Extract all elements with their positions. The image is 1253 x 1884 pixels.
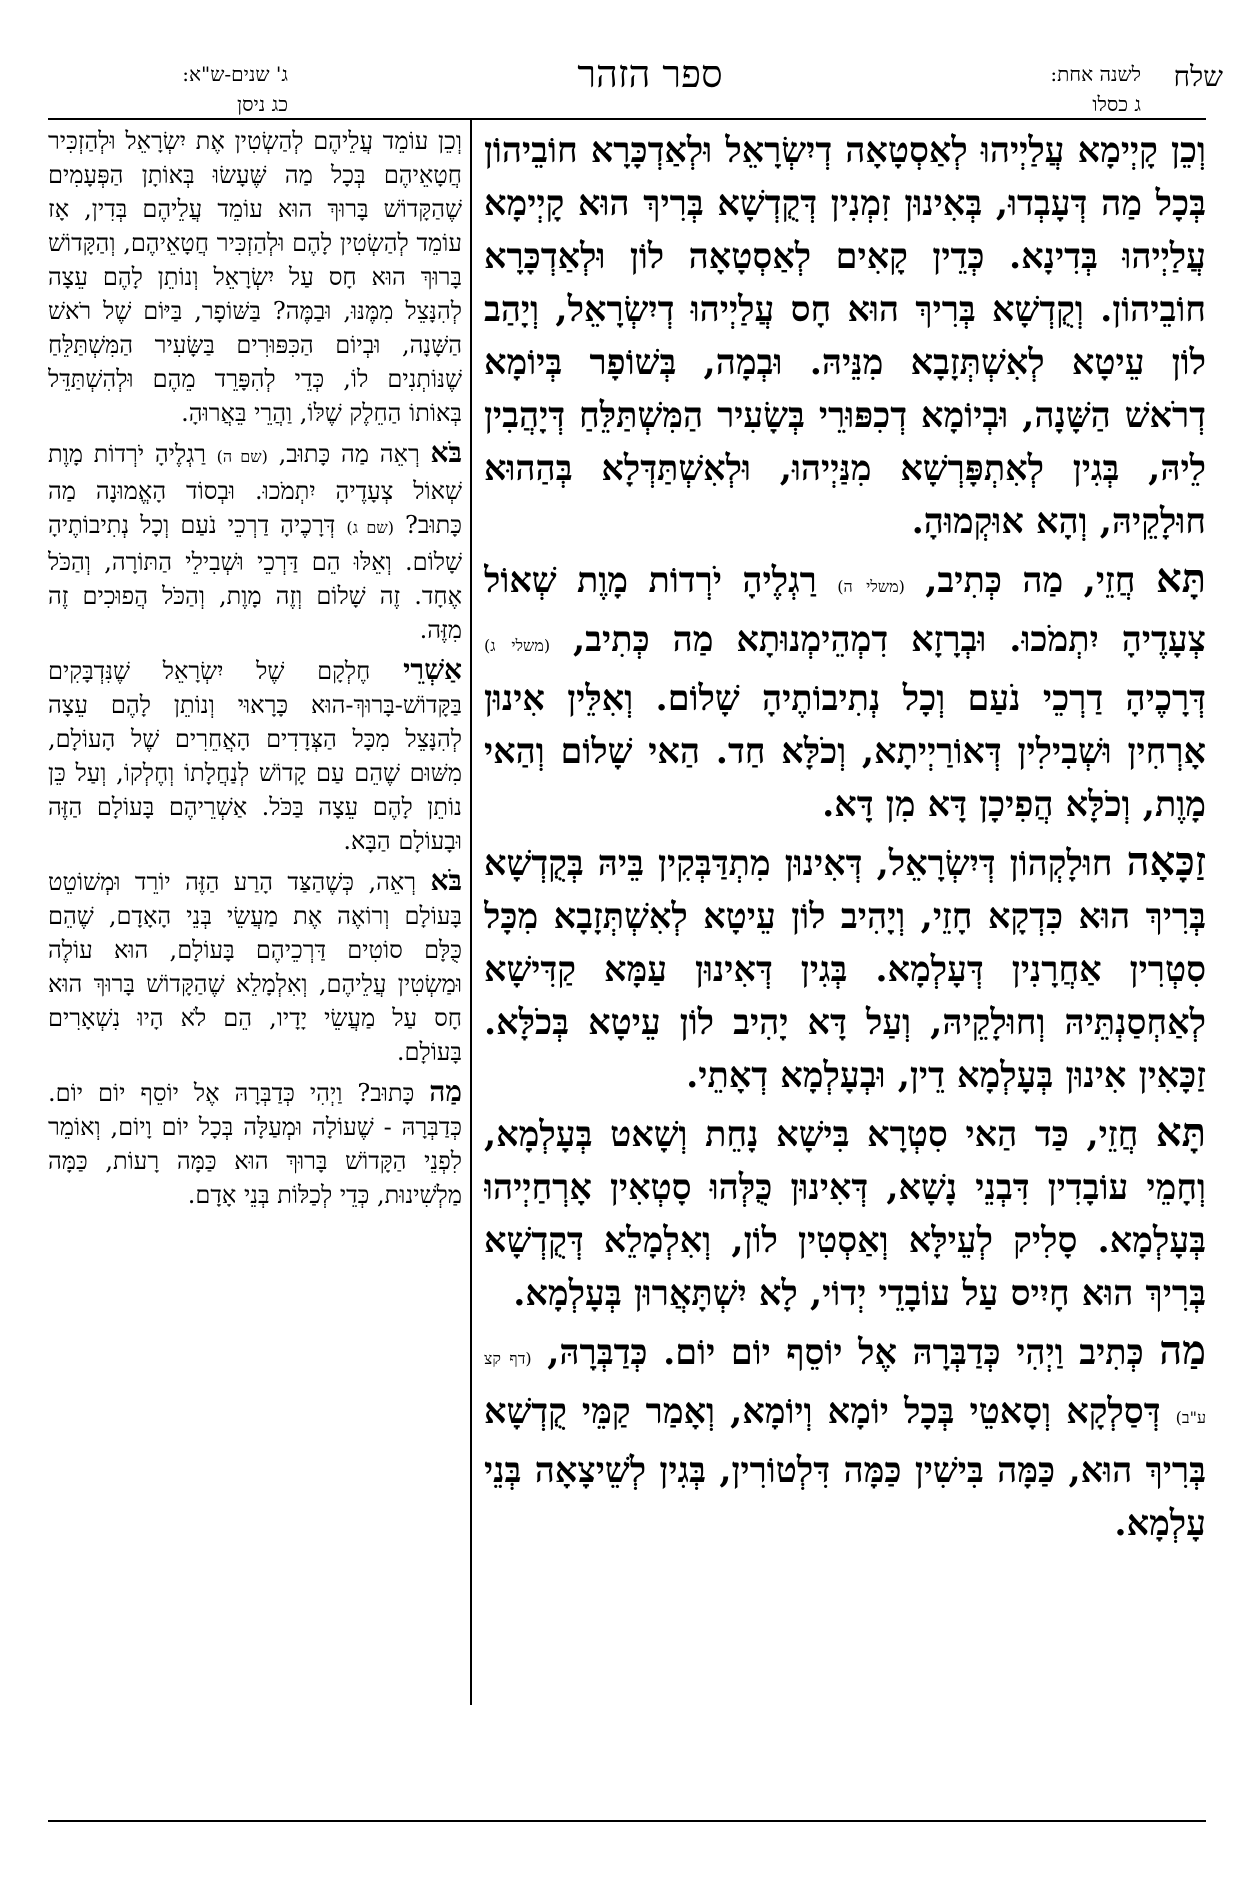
lead-word: אַשְׁרֵי <box>403 653 462 686</box>
paragraph-text: דְּסַלְקָא וְסָאטֵי בְּכָל יוֹמָא וְיוֹמָא, וְאָמַר קַמֵּי קֻדְשָׁא בְּרִיךְ הוּא, כַּמָּה בִּישִׁין כַּמָּה דִּלְטוֹרִין, בְּגִין לְשֵׁיצָאָה בְּנֵי עָלְמָא. <box>484 1391 1206 1544</box>
paragraph-text: דְּרָכֶיהָ דַרְכֵי נֹעַם וְכָל נְתִיבוֹתֶיהָ שָׁלוֹם. וְאִלֵּין אִינוּן אָרְחִין וּשְׁבִילִין דְּאוֹרַיְיתָא, וְכֹלָּא חַד. הַאי שָׁלוֹם וְהַאי מָוֶת, וְכֹלָּא הֲפִיכָן דָּא מִן דָּא. <box>484 678 1206 825</box>
hebrew-paragraph <box>48 864 462 1069</box>
verse-reference: (משלי ה) <box>837 577 905 596</box>
hebrew-paragraph <box>48 436 462 647</box>
paragraph-text: כָּתוּב? וַיְהִי כְּדַבְּרָהּ אֶל יוֹסֵף יוֹם יוֹם. כְּדַבְּרָהּ - שֶׁעוֹלָה וּמְעַלָּה בְּכָל יוֹם וָיוֹם, וְאוֹמֵר לִפְנֵי הַקָּדוֹשׁ בָּרוּךְ הוּא כַּמָּה רָעוֹת, כַּמָּה מַלְשִׁינוּת, כְּדֵי לְכַלּוֹת בְּנֵי אָדָם. <box>48 1079 462 1209</box>
hebrew-paragraph <box>48 653 462 858</box>
column-divider <box>470 120 472 1705</box>
paragraph-text: חֶלְקָם שֶׁל יִשְׂרָאֵל שֶׁנִּדְבָּקִים בַּקָּדוֹשׁ-בָּרוּךְ-הוּא כָּרָאוּי וְנוֹתֵן לָהֶם עֵצָה לְהִנָּצֵל מִכָּל הַצְּדָדִים הָאֲחֵרִים שֶׁל הָעוֹלָם, מִשּׁוּם שֶׁהֵם עַם קָדוֹשׁ לְנַחֲלָתוֹ וְחֶלְקוֹ, וְעַל כֵּן נוֹתֵן לָהֶם עֵצָה בַּכֹּל. אַשְׁרֵיהֶם בָּעוֹלָם הַזֶּה וּבָעוֹלָם הַבָּא. <box>48 657 462 855</box>
daf-reference: (דף קצ ע"ב) <box>484 1349 1206 1427</box>
lead-word: מַה <box>1159 1327 1206 1374</box>
paragraph-text: רַגְלֶיהָ יֹרְדוֹת מָוֶת שְׁאוֹל צְעָדֶיהָ יִתְמֹכוּ. וּבְסוֹד הָאֱמוּנָה מַה כָּתוּב? <box>48 440 462 539</box>
aramaic-paragraph <box>484 1106 1206 1320</box>
aramaic-paragraph <box>484 552 1206 831</box>
aramaic-paragraph <box>484 1324 1206 1550</box>
lead-word: בֹּא <box>430 436 462 469</box>
year-label: לשנה אחת: <box>1050 62 1141 86</box>
paragraph-text: כְּתִיב וַיְהִי כְּדַבְּרָהּ אֶל יוֹסֵף יוֹם יוֹם. כְּדַבְּרָהּ, <box>547 1332 1144 1373</box>
lead-word: תָּא <box>1155 1109 1206 1156</box>
aramaic-paragraph <box>484 124 1206 548</box>
verse-reference: (משלי ג) <box>484 636 551 655</box>
paragraph-text: דְּרָכֶיהָ דַרְכֵי נֹעַם וְכָל נְתִיבוֹתֶיהָ שָׁלוֹם. וְאֵלּוּ הֵם דַּרְכֵי וּשְׁבִילֵי הַתּוֹרָה, וְהַכֹּל אֶחָד. זֶה שָׁלוֹם וְזֶה מָוֶת, וְהַכֹּל הֲפוּכִים זֶה מִזֶּה. <box>48 511 462 644</box>
paragraph-text: רַגְלֶיהָ יֹרְדוֹת מָוֶת שְׁאוֹל צְעָדֶיהָ יִתְמֹכוּ. וּבְרָזָא דִמְהֵימְנוּתָא מַה כְּתִיב, <box>484 560 1206 660</box>
book-title: ספר הזהר <box>577 52 723 96</box>
year-date: ג כסלו <box>1092 92 1141 116</box>
hebrew-column <box>48 124 462 1704</box>
paragraph-text: חוּלָקְהוֹן דְּיִשְׂרָאֵל, דְּאִינוּן מִתְדַּבְּקִין בֵּיהּ בְּקֻדְשָׁא בְּרִיךְ הוּא כִּדְקָא חָזֵי, וְיָהִיב לוֹן עֵיטָא לְאִשְׁתְּזָבָא מִכָּל סִטְרִין אַחֲרָנִין דְּעָלְמָא. בְּגִין דְּאִינוּן עַמָּא קַדִּישָׁא לְאַחְסַנְתֵּיהּ וְחוּלָקֵיהּ, וְעַל דָּא יָהִיב לוֹן עֵיטָא בְּכֹלָּא. זַכָּאִין אִינוּן בְּעָלְמָא דֵין, וּבְעָלְמָא דְאָתֵי. <box>484 843 1206 1096</box>
paragraph-text: וְכֵן עוֹמֵד עֲלֵיהֶם לְהַשְׂטִין אֶת יִשְׂרָאֵל וּלְהַזְכִּיר חֲטָאֵיהֶם בְּכָל מַה שֶּׁעָשׂוּ בְּאוֹתָן הַפְּעָמִים שֶׁהַקָּדוֹשׁ בָּרוּךְ הוּא עוֹמֵד עֲלֵיהֶם בְּדִין, אָז עוֹמֵד לְהַשְׂטִין לָהֶם וּלְהַזְכִּיר חֲטָאֵיהֶם, וְהַקָּדוֹשׁ בָּרוּךְ הוּא חָס עַל יִשְׂרָאֵל וְנוֹתֵן לָהֶם עֵצָה לְהִנָּצֵל מִמֶּנּוּ, וּבַמֶּה? בַּשּׁוֹפָר, בַּיּוֹם שֶׁל רֹאשׁ הַשָּׁנָה, וּבְיוֹם הַכִּפּוּרִים בַּשָּׂעִיר הַמִּשְׁתַּלֵּחַ שֶׁנּוֹתְנִים לוֹ, כְּדֵי לְהִפָּרֵד מֵהֶם וּלְהִשְׁתַּדֵּל בְּאוֹתוֹ הַחֵלֶק שֶׁלּוֹ, וַהֲרֵי בֵּאֲרוּהָ. <box>48 127 462 427</box>
aramaic-column <box>484 124 1206 1704</box>
verse-reference: (שם ה) <box>216 447 268 466</box>
hebrew-paragraph <box>48 124 462 430</box>
paragraph-text: רְאֵה, כְּשֶׁהַצַּד הָרַע הַזֶּה יוֹרֵד וּמְשׁוֹטֵט בָּעוֹלָם וְרוֹאֶה אֶת מַעֲשֵׂי בְּנֵי הָאָדָם, שֶׁהֵם כֻּלָּם סוֹטִים דַּרְכֵיהֶם בָּעוֹלָם, הוּא עוֹלֶה וּמַשְׂטִין עֲלֵיהֶם, וְאִלְמָלֵא שֶׁהַקָּדוֹשׁ בָּרוּךְ הוּא חָס עַל מַעֲשֵׂי יָדָיו, הֵם לֹא הָיוּ נִשְׁאָרִים בָּעוֹלָם. <box>48 868 462 1066</box>
paragraph-text: וְכֵן קָיְימָא עֲלַיְיהוּ לְאַסְטָאָה דְיִשְׂרָאֵל וּלְאַדְכָּרָא חוֹבֵיהוֹן בְּכָל מַה דְּעָבְדוּ, בְּאִינוּן זִמְנִין דְּקֻדְשָׁא בְּרִיךְ הוּא קָיְימָא עֲלַיְיהוּ בְּדִינָא. כְּדֵין קָאִים לְאַסְטָאָה לוֹן וּלְאַדְכָּרָא חוֹבֵיהוֹן. וְקֻדְשָׁא בְּרִיךְ הוּא חָס עֲלַיְיהוּ דְיִשְׂרָאֵל, וְיָהַב לוֹן עֵיטָא לְאִשְׁתְּזָבָא מִנֵּיהּ. וּבְמָה, בְּשׁוֹפָר בְּיוֹמָא דְרֹאשׁ הַשָּׁנָה, וּבְיוֹמָא דְכִפּוּרֵי בְּשָׂעִיר הַמִּשְׁתַּלֵּחַ דְּיָהֲבִין לֵיהּ, בְּגִין לְאִתְפָּרְשָׁא מִנַּיְיהוּ, וּלְאִשְׁתַּדְּלָא בְּהַהוּא חוּלָקֵיהּ, וְהָא אוּקְמוּהָ. <box>484 130 1206 542</box>
lead-word: בֹּא <box>430 864 462 897</box>
verse-reference: (שם ג) <box>346 518 394 537</box>
lead-word: מַה <box>429 1075 462 1108</box>
cycle-date: כג ניסן <box>237 92 288 116</box>
paragraph-text: רְאֵה מַה כָּתוּב, <box>278 440 420 468</box>
hebrew-paragraph <box>48 1075 462 1212</box>
lead-word: תָּא <box>1155 555 1206 602</box>
cycle-label: ג' שנים-ש"א: <box>182 62 288 86</box>
header-rule <box>48 118 1206 120</box>
paragraph-text: חֲזֵי, מַה כְּתִיב, <box>925 560 1136 601</box>
lead-word: זַכָּאָה <box>1126 838 1206 885</box>
footer-rule <box>48 1820 1206 1822</box>
paragraph-text: חֲזֵי, כַּד הַאי סִטְרָא בִּישָׁא נָחֵת וְשָׁאט בְּעָלְמָא, וְחָמֵי עוֹבָדִין דִּבְנֵי נָשָׁא, דְּאִינוּן כֻּלְּהוּ סָטְאִין אָרְחַיְיהוּ בְּעָלְמָא. סָלִיק לְעֵילָּא וְאַסְטִין לוֹן, וְאִלְמָלֵא דְּקֻדְשָׁא בְּרִיךְ הוּא חָיִיס עַל עוֹבָדֵי יְדוֹי, לָא יִשְׁתָּאֲרוּן בְּעָלְמָא. <box>484 1114 1206 1314</box>
parasha-name: שלח <box>1173 60 1223 93</box>
aramaic-paragraph <box>484 835 1206 1102</box>
